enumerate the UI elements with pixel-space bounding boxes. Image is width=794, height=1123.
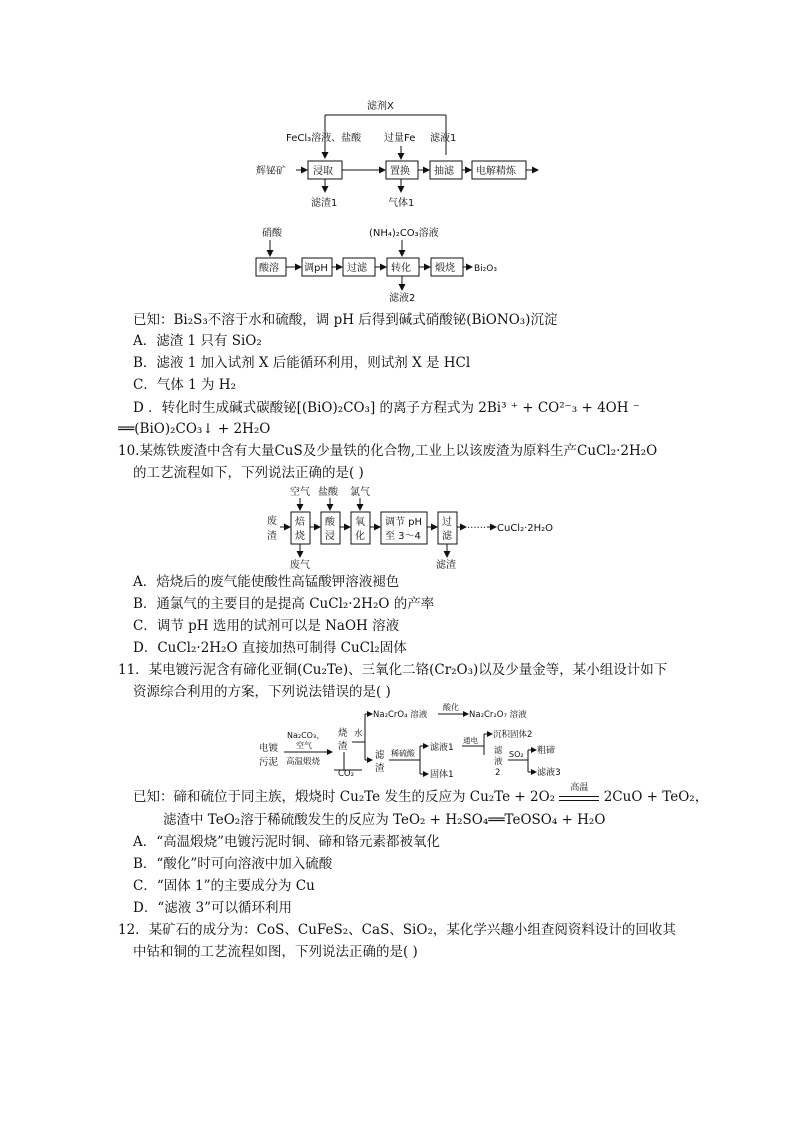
q10-option-b: B．通氯气的主要目的是提高 CuCl₂·2H₂O 的产率 [133,596,435,612]
q11-known-line1 [133,783,709,807]
box-suction-label: 抽滤 [434,166,454,177]
acid-label: 硝酸 [262,228,282,239]
box-adjust-ph-line2: 至 3～4 [385,531,421,542]
q9-option-b: B．滤液 1 加入试剂 X 后能循环利用，则试剂 X 是 HCl [133,355,471,371]
na2cr2o7-label: Na₂Cr₂O₇ 溶液 [469,710,527,720]
q9-option-d-line1: D ．转化时生成碱式碳酸铋[(BiO)₂CO₃] 的离子方程式为 2Bi³ ⁺ + CO²⁻₃ + 4OH ⁻ [133,400,640,416]
ammonium-carbonate-label: (NH₄)₂CO₃溶液 [369,228,439,239]
co2-label: CO₂ [338,769,355,779]
q11-option-b: B．“酸化”时可向溶液中加入硫酸 [133,856,333,872]
condition-high-temp: 高温 [570,783,589,793]
water-label: 水 [354,729,363,739]
filtrate3-label: 滤液3 [537,768,561,778]
q9-option-a: A．滤渣 1 只有 SiO₂ [133,333,262,349]
q10-option-c: C．调节 pH 选用的试剂可以是 NaOH 溶液 [133,618,400,634]
residue1-label: 滤渣1 [311,198,338,209]
flow-diagram-sludge [0,700,794,780]
filter-agent-label: 滤剂X [367,101,394,112]
sludge-label: 电镀污泥 [259,743,279,768]
q11-option-d: D．“滤液 3”可以循环利用 [133,900,293,916]
box-roast-label: 焙烧 [295,517,305,542]
filtrate2-label: 滤液 2 [494,746,503,778]
roast-slag-label: 烧渣 [338,728,348,752]
box-replace-label: 置换 [390,166,410,177]
box-refine-label: 电解精炼 [476,166,516,177]
flow-diagram-cucl2 [0,480,794,575]
filtrate2-label: 滤液2 [389,293,416,304]
waste-slag-label [267,514,280,542]
box-oxidize-label: 氧化 [355,517,365,542]
crude-te-label: 粗碲 [537,746,556,756]
box-calcine-label: 煅烧 [435,263,455,274]
electrolysis-label: 通电 [463,736,478,745]
box-leach-label: 浸取 [313,166,333,177]
q10-option-d: D．CuCl₂·2H₂O 直接加热可制得 CuCl₂固体 [133,640,407,656]
q11-known-line1-b: 2CuO + TeO₂， [603,789,709,805]
ore-label: 辉铋矿 [256,166,286,177]
q10-stem-line1: 10.某炼铁废渣中含有大量CuS及少量铁的化合物,工业上以该废渣为原料生产CuCl₂·2H₂O [118,443,658,459]
reagent1-label: FeCl₃溶液、盐酸 [286,133,362,144]
reagent2-label: 过量Fe [384,133,416,144]
waste-gas-label: 废气 [290,560,310,571]
box-dissolve-label: 酸溶 [259,263,279,274]
q9-option-d-line2: ══(BiO)₂CO₃↓ + 2H₂O [118,421,271,437]
cucl2-product-label: CuCl₂·2H₂O [497,523,554,534]
so2-label: SO₂ [509,750,524,759]
q12-stem-line1: 12．某矿石的成分为：CoS、CuFeS₂、CaS、SiO₂，某化学兴趣小组查阅资料设计的回收其 [118,922,676,938]
air-label: 空气 [290,487,310,498]
q12-stem-line2: 中钴和铜的工艺流程如图，下列说法正确的是( ) [133,944,418,960]
calcine-label: 高温煅烧 [286,757,321,767]
flow-diagram-bi-leach [0,0,794,320]
q9-option-c: C．气体 1 为 H₂ [133,377,236,393]
residue-label: 滤渣 [375,750,385,774]
filtrate1-top-label: 滤液1 [430,133,457,144]
reaction-condition [559,783,599,801]
filtrate1-label: 滤液1 [430,743,454,753]
q11-known-line1-a: 已知：碲和硫位于同主族，煅烧时 Cu₂Te 发生的反应为 Cu₂Te + 2O₂ [133,789,556,805]
bi2o3-label: Bi₂O₃ [474,264,497,274]
q11-stem-line2: 资源综合利用的方案，下列说法错误的是( ) [133,684,391,700]
box-adjust-ph-line1: 调节 pH [385,517,423,528]
acidify-label: 酸化 [443,703,459,712]
filter-residue-label: 滤渣 [436,560,456,571]
box-ph-label: 调pH [304,263,328,274]
waste-slag-char2: 渣 [267,531,277,542]
condition-equals [559,796,599,801]
q10-stem-line2: 的工艺流程如下，下列说法正确的是( ) [133,465,364,481]
box-convert-label: 转化 [391,263,411,274]
waste-slag-char1: 废 [267,516,277,527]
q9-known: 已知：Bi₂S₃不溶于水和硫酸，调 pH 后得到碱式硝酸铋(BiONO₃)沉淀 [133,312,558,328]
q11-option-a: A．“高温煅烧”电镀污泥时铜、碲和铬元素都被氧化 [133,834,441,850]
solid1-label: 固体1 [430,770,454,780]
box-filter-label: 过滤 [442,517,452,542]
box-filter-label: 过滤 [347,263,367,274]
q11-stem-line1: 11．某电镀污泥含有碲化亚铜(Cu₂Te)、三氧化二铬(Cr₂O₃)以及少量金等，某小组设计如下 [118,662,668,678]
dilute-acid-label: 稀硫酸 [391,749,415,758]
gas1-label: 气体1 [388,198,415,209]
deposit2-label: 沉积固体2 [493,730,533,740]
q11-option-c: C．“固体 1”的主要成分为 Cu [133,878,315,894]
na2cro4-label: Na₂CrO₄ 溶液 [373,710,428,720]
box-acid-leach-label: 酸浸 [325,517,335,542]
cl2-label: 氯气 [350,487,370,498]
q11-known-line2: 滤渣中 TeO₂溶于稀硫酸发生的反应为 TeO₂ + H₂SO₄══TeOSO₄ + H₂O [163,812,606,828]
reagent-top-label: Na₂CO₃、空气 [287,731,325,750]
dots-label: ······ [467,523,487,534]
q10-option-a: A．焙烧后的废气能使酸性高锰酸钾溶液褪色 [133,574,400,590]
hcl-label: 盐酸 [318,487,338,498]
